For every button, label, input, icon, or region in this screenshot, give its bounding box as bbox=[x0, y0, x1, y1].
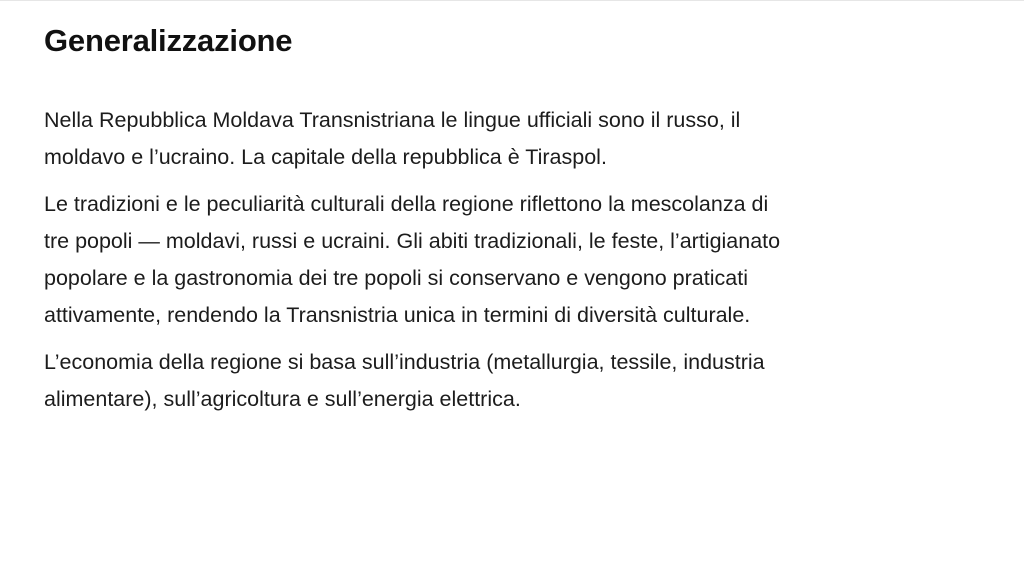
paragraph-line: popolare e la gastronomia dei tre popoli si conservano e vengono praticati bbox=[44, 266, 748, 290]
paragraph-languages bbox=[44, 102, 984, 176]
paragraph-economy bbox=[44, 344, 984, 418]
paragraph-line: alimentare), sull’agricoltura e sull’energia elettrica. bbox=[44, 387, 521, 411]
paragraph-traditions bbox=[44, 186, 984, 334]
paragraph-line: tre popoli — moldavi, russi e ucraini. Gli abiti tradizionali, le feste, l’artigianato bbox=[44, 229, 781, 253]
slide-body bbox=[44, 102, 984, 428]
paragraph-line: Nella Repubblica Moldava Transnistriana le lingue ufficiali sono il russo, il bbox=[44, 108, 741, 132]
paragraph-line: moldavo e l’ucraino. La capitale della repubblica è Tiraspol. bbox=[44, 145, 607, 169]
slide-title: Generalizzazione bbox=[44, 23, 293, 58]
paragraph-line: L’economia della regione si basa sull’industria (metallurgia, tessile, industria bbox=[44, 350, 765, 374]
paragraph-line: Le tradizioni e le peculiarità culturali della regione riflettono la mescolanza di bbox=[44, 192, 769, 216]
paragraph-line: attivamente, rendendo la Transnistria unica in termini di diversità culturale. bbox=[44, 303, 751, 327]
